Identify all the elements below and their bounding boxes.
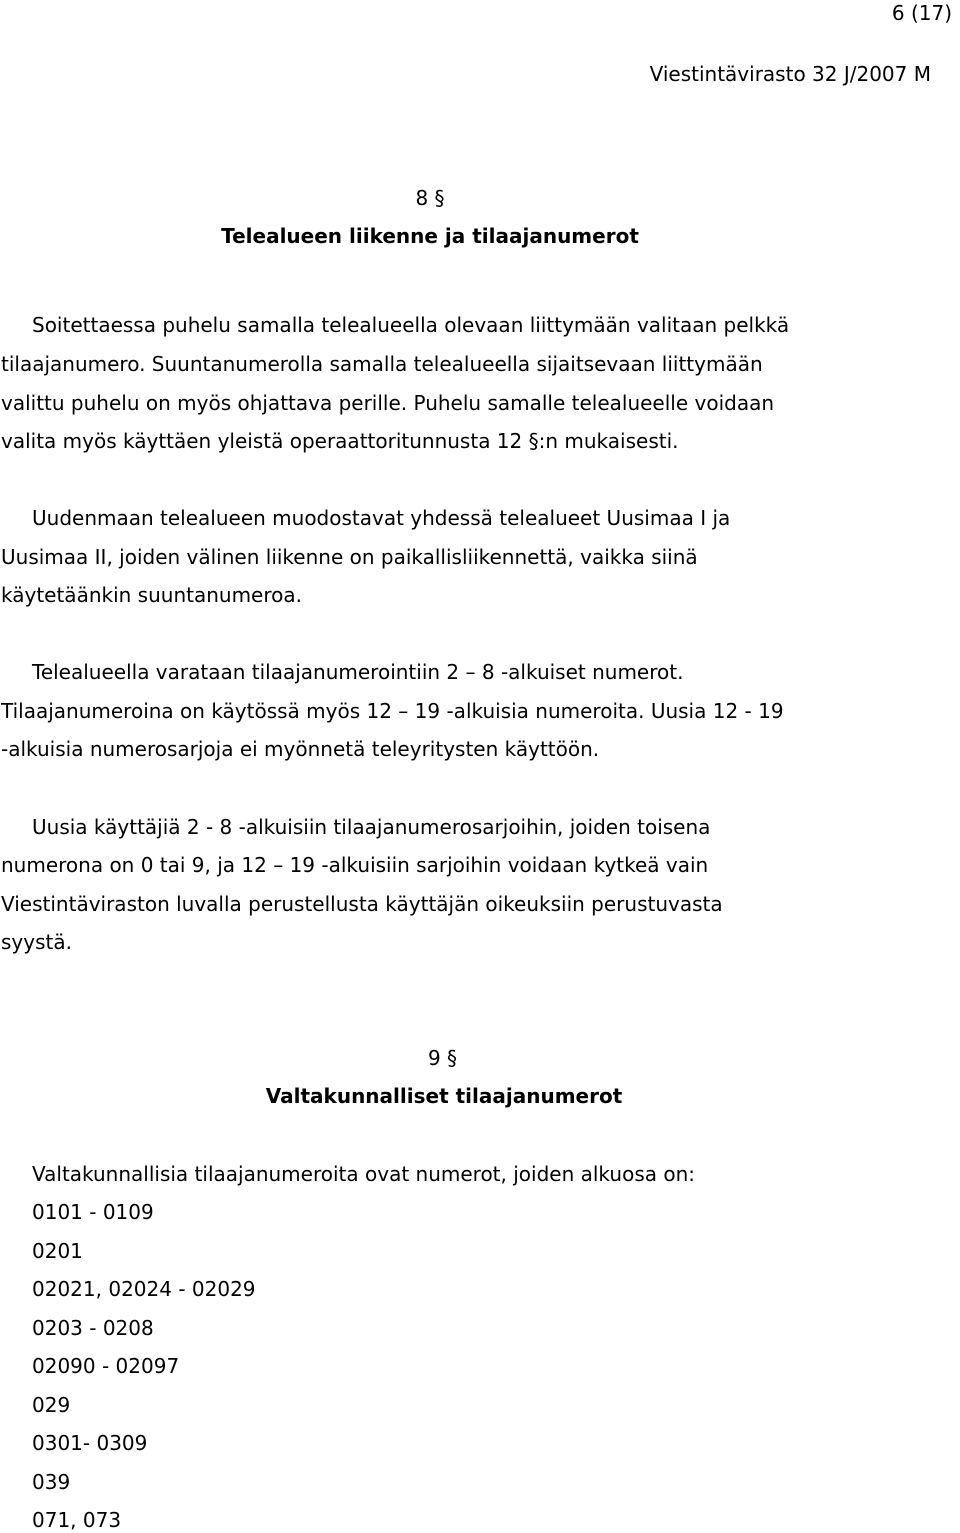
text-line: tilaajanumero. Suuntanumerolla samalla telealueella sijaitsevaan liittymään <box>1 352 763 376</box>
text-line: syystä. <box>1 930 72 954</box>
page-number: 6 (17) <box>891 1 952 25</box>
list-item: 039 <box>32 1470 71 1494</box>
list-item: 0203 - 0208 <box>32 1316 154 1340</box>
text-line: numerona on 0 tai 9, ja 12 – 19 -alkuisiin sarjoihin voidaan kytkeä vain <box>1 853 709 877</box>
list-item: 0201 <box>32 1239 83 1263</box>
document-reference: Viestintävirasto 32 J/2007 M <box>649 62 931 86</box>
section-8-title: Telealueen liikenne ja tilaajanumerot <box>221 224 639 248</box>
section-8-number: 8 § <box>415 186 445 210</box>
section-9-number: 9 § <box>427 1046 458 1070</box>
text-line: -alkuisia numerosarjoja ei myönnetä teleyritysten käyttöön. <box>1 737 600 761</box>
text-line: valittu puhelu on myös ohjattava perille. Puhelu samalle telealueelle voidaan <box>1 391 775 415</box>
text-line: Viestintäviraston luvalla perustellusta käyttäjän oikeuksiin perustuvasta <box>1 892 723 916</box>
text-line: käytetäänkin suuntanumeroa. <box>1 583 302 607</box>
list-item: 029 <box>32 1393 71 1417</box>
section-9-title: Valtakunnalliset tilaajanumerot <box>265 1084 623 1108</box>
text-line: Uusia käyttäjiä 2 - 8 -alkuisiin tilaajanumerosarjoihin, joiden toisena <box>32 815 711 839</box>
text-line: Tilaajanumeroina on käytössä myös 12 – 19 -alkuisia numeroita. Uusia 12 - 19 <box>1 699 784 723</box>
list-item: 0101 - 0109 <box>32 1200 154 1224</box>
text-line: Uusimaa II, joiden välinen liikenne on paikallisliikennettä, vaikka siinä <box>1 545 698 569</box>
text-line: Soitettaessa puhelu samalla telealueella olevaan liittymään valitaan pelkkä <box>32 313 790 337</box>
text-line: Uudenmaan telealueen muodostavat yhdessä telealueet Uusimaa I ja <box>32 506 731 530</box>
list-item: 0301- 0309 <box>32 1431 148 1455</box>
list-item: 071, 073 <box>32 1508 122 1532</box>
list-item: 02090 - 02097 <box>32 1354 180 1378</box>
text-line: Telealueella varataan tilaajanumerointiin 2 – 8 -alkuiset numerot. <box>32 660 684 684</box>
list-item: 02021, 02024 - 02029 <box>32 1277 256 1301</box>
text-line: valita myös käyttäen yleistä operaattoritunnusta 12 §:n mukaisesti. <box>1 429 679 453</box>
section-9-intro: Valtakunnallisia tilaajanumeroita ovat numerot, joiden alkuosa on: <box>32 1162 695 1186</box>
